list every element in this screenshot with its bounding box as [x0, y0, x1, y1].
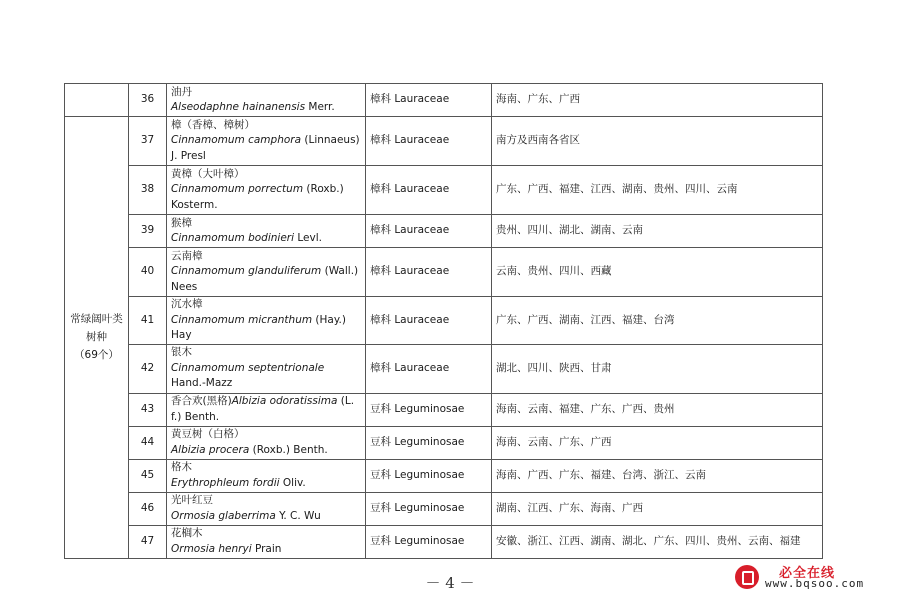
- row-number: 41: [129, 297, 167, 345]
- species-name-cell: [167, 459, 366, 492]
- table-row: [65, 248, 823, 297]
- latin-name: Cinnamomum septentrionale: [171, 361, 325, 374]
- table-row: [65, 117, 823, 166]
- author-name: (L. f.) Benth.: [171, 395, 355, 423]
- chinese-name: 猴樟: [171, 216, 192, 229]
- table-row: [65, 344, 823, 393]
- row-number: 42: [129, 344, 167, 393]
- latin-name-wrap: [171, 509, 361, 525]
- species-name-cell: [167, 215, 366, 248]
- table-row: [65, 459, 823, 492]
- row-number: 44: [129, 426, 167, 459]
- row-number: 37: [129, 117, 167, 166]
- latin-name-wrap: [171, 476, 361, 492]
- distribution-cell: 海南、广西、广东、福建、台湾、浙江、云南: [492, 459, 823, 492]
- latin-name: Cinnamomum glanduliferum: [171, 265, 322, 278]
- latin-name: Albizia procera: [171, 443, 250, 456]
- table-row: [65, 393, 823, 426]
- distribution-cell: 安徽、浙江、江西、湖南、湖北、广东、四川、贵州、云南、福建: [492, 525, 823, 558]
- row-number: 45: [129, 459, 167, 492]
- chinese-name: 樟（香樟、樟树）: [171, 118, 255, 131]
- distribution-cell: 海南、云南、福建、广东、广西、贵州: [492, 393, 823, 426]
- latin-name-wrap: [171, 133, 361, 164]
- author-name: (Roxb.) Benth.: [249, 443, 328, 456]
- chinese-name: 黄樟（大叶樟）: [171, 167, 245, 180]
- category-count: （69个）: [74, 349, 119, 362]
- author-name: Hand.-Mazz: [171, 377, 233, 390]
- distribution-cell: 南方及西南各省区: [492, 117, 823, 166]
- species-table: [64, 83, 823, 559]
- latin-name: Cinnamomum bodinieri: [171, 232, 295, 244]
- author-name: (Hay.) Hay: [171, 313, 346, 341]
- distribution-cell: 广东、广西、福建、江西、湖南、贵州、四川、云南: [492, 166, 823, 215]
- species-name-cell: [167, 248, 366, 297]
- category-cell-empty: [65, 84, 129, 117]
- family-cell: 樟科 Lauraceae: [366, 297, 492, 345]
- latin-name-wrap: [171, 542, 361, 558]
- latin-name-wrap: [171, 231, 361, 247]
- chinese-name: 云南樟: [171, 249, 203, 262]
- row-number: 39: [129, 215, 167, 248]
- author-name: (Linnaeus) J. Presl: [171, 134, 360, 162]
- family-cell: 豆科 Leguminosae: [366, 459, 492, 492]
- species-name-cell: [167, 297, 366, 345]
- table-row: [65, 166, 823, 215]
- latin-name-wrap: [171, 361, 361, 392]
- latin-name: Ormosia henryi: [171, 542, 252, 555]
- author-name: (Wall.) Nees: [171, 265, 359, 293]
- author-name: Merr.: [305, 101, 335, 113]
- category-line1: 常绿阔叶类: [70, 313, 123, 326]
- species-table-body: [65, 84, 823, 559]
- distribution-cell: 广东、广西、湖南、江西、福建、台湾: [492, 297, 823, 345]
- chinese-name: 格木: [171, 461, 192, 473]
- author-name: Levl.: [294, 232, 322, 244]
- latin-name-wrap: [171, 443, 361, 459]
- author-name: Prain: [251, 542, 282, 555]
- page-number: － 4 －: [425, 574, 475, 592]
- chinese-name: 沉水樟: [171, 298, 203, 310]
- watermark-title: 必全在线: [779, 566, 836, 581]
- row-number: 47: [129, 525, 167, 558]
- species-name-cell: [167, 393, 366, 426]
- family-cell: 樟科 Lauraceae: [366, 84, 492, 117]
- family-cell: 豆科 Leguminosae: [366, 492, 492, 525]
- document-logo-icon: [735, 565, 759, 589]
- latin-name: Cinnamomum camphora: [171, 134, 302, 147]
- category-line2: 树种: [86, 331, 107, 344]
- latin-name-wrap: [171, 182, 361, 213]
- distribution-cell: 湖南、江西、广东、海南、广西: [492, 492, 823, 525]
- latin-name-wrap: [171, 100, 361, 116]
- species-name-cell: [167, 344, 366, 393]
- latin-name: Cinnamomum porrectum: [171, 183, 304, 196]
- table-row: [65, 215, 823, 248]
- species-name-cell: [167, 492, 366, 525]
- distribution-cell: 海南、广东、广西: [492, 84, 823, 117]
- family-cell: 樟科 Lauraceae: [366, 344, 492, 393]
- chinese-name: 黄豆树（白格）: [171, 428, 245, 440]
- distribution-cell: 海南、云南、广东、广西: [492, 426, 823, 459]
- species-name-cell: [167, 525, 366, 558]
- author-name: Y. C. Wu: [275, 509, 321, 522]
- table-row: [65, 84, 823, 117]
- row-number: 40: [129, 248, 167, 297]
- chinese-name: 光叶红豆: [171, 494, 213, 506]
- category-cell: [65, 117, 129, 559]
- species-name-cell: [167, 117, 366, 166]
- chinese-name: 花榈木: [171, 527, 203, 539]
- family-cell: 豆科 Leguminosae: [366, 393, 492, 426]
- author-name: (Roxb.) Kosterm.: [171, 183, 344, 211]
- chinese-name: 香合欢(黑格): [171, 395, 232, 407]
- table-row: [65, 525, 823, 558]
- watermark: [735, 562, 895, 592]
- latin-name-wrap: [171, 264, 361, 295]
- family-cell: 樟科 Lauraceae: [366, 248, 492, 297]
- watermark-url: www.bqsoo.com: [765, 577, 865, 590]
- table-row: [65, 297, 823, 345]
- row-number: 46: [129, 492, 167, 525]
- species-name-cell: [167, 166, 366, 215]
- family-cell: 樟科 Lauraceae: [366, 117, 492, 166]
- family-cell: 樟科 Lauraceae: [366, 215, 492, 248]
- author-name: Oliv.: [279, 476, 306, 489]
- latin-name: Albizia odoratissima: [231, 395, 338, 407]
- family-cell: 豆科 Leguminosae: [366, 525, 492, 558]
- latin-name: Erythrophleum fordii: [171, 476, 280, 489]
- row-number: 38: [129, 166, 167, 215]
- latin-name: Ormosia glaberrima: [171, 509, 276, 522]
- species-name-cell: [167, 426, 366, 459]
- family-cell: 樟科 Lauraceae: [366, 166, 492, 215]
- table-row: [65, 492, 823, 525]
- family-cell: 豆科 Leguminosae: [366, 426, 492, 459]
- species-name-cell: [167, 84, 366, 117]
- distribution-cell: 云南、贵州、四川、西藏: [492, 248, 823, 297]
- table-row: [65, 426, 823, 459]
- distribution-cell: 湖北、四川、陕西、甘肃: [492, 344, 823, 393]
- latin-name: Alseodaphne hainanensis: [171, 101, 306, 113]
- row-number: 36: [129, 84, 167, 117]
- distribution-cell: 贵州、四川、湖北、湖南、云南: [492, 215, 823, 248]
- latin-name-wrap: [171, 313, 361, 344]
- latin-name: Cinnamomum micranthum: [171, 313, 313, 326]
- row-number: 43: [129, 393, 167, 426]
- chinese-name: 油丹: [171, 85, 192, 98]
- chinese-name: 银木: [171, 346, 192, 359]
